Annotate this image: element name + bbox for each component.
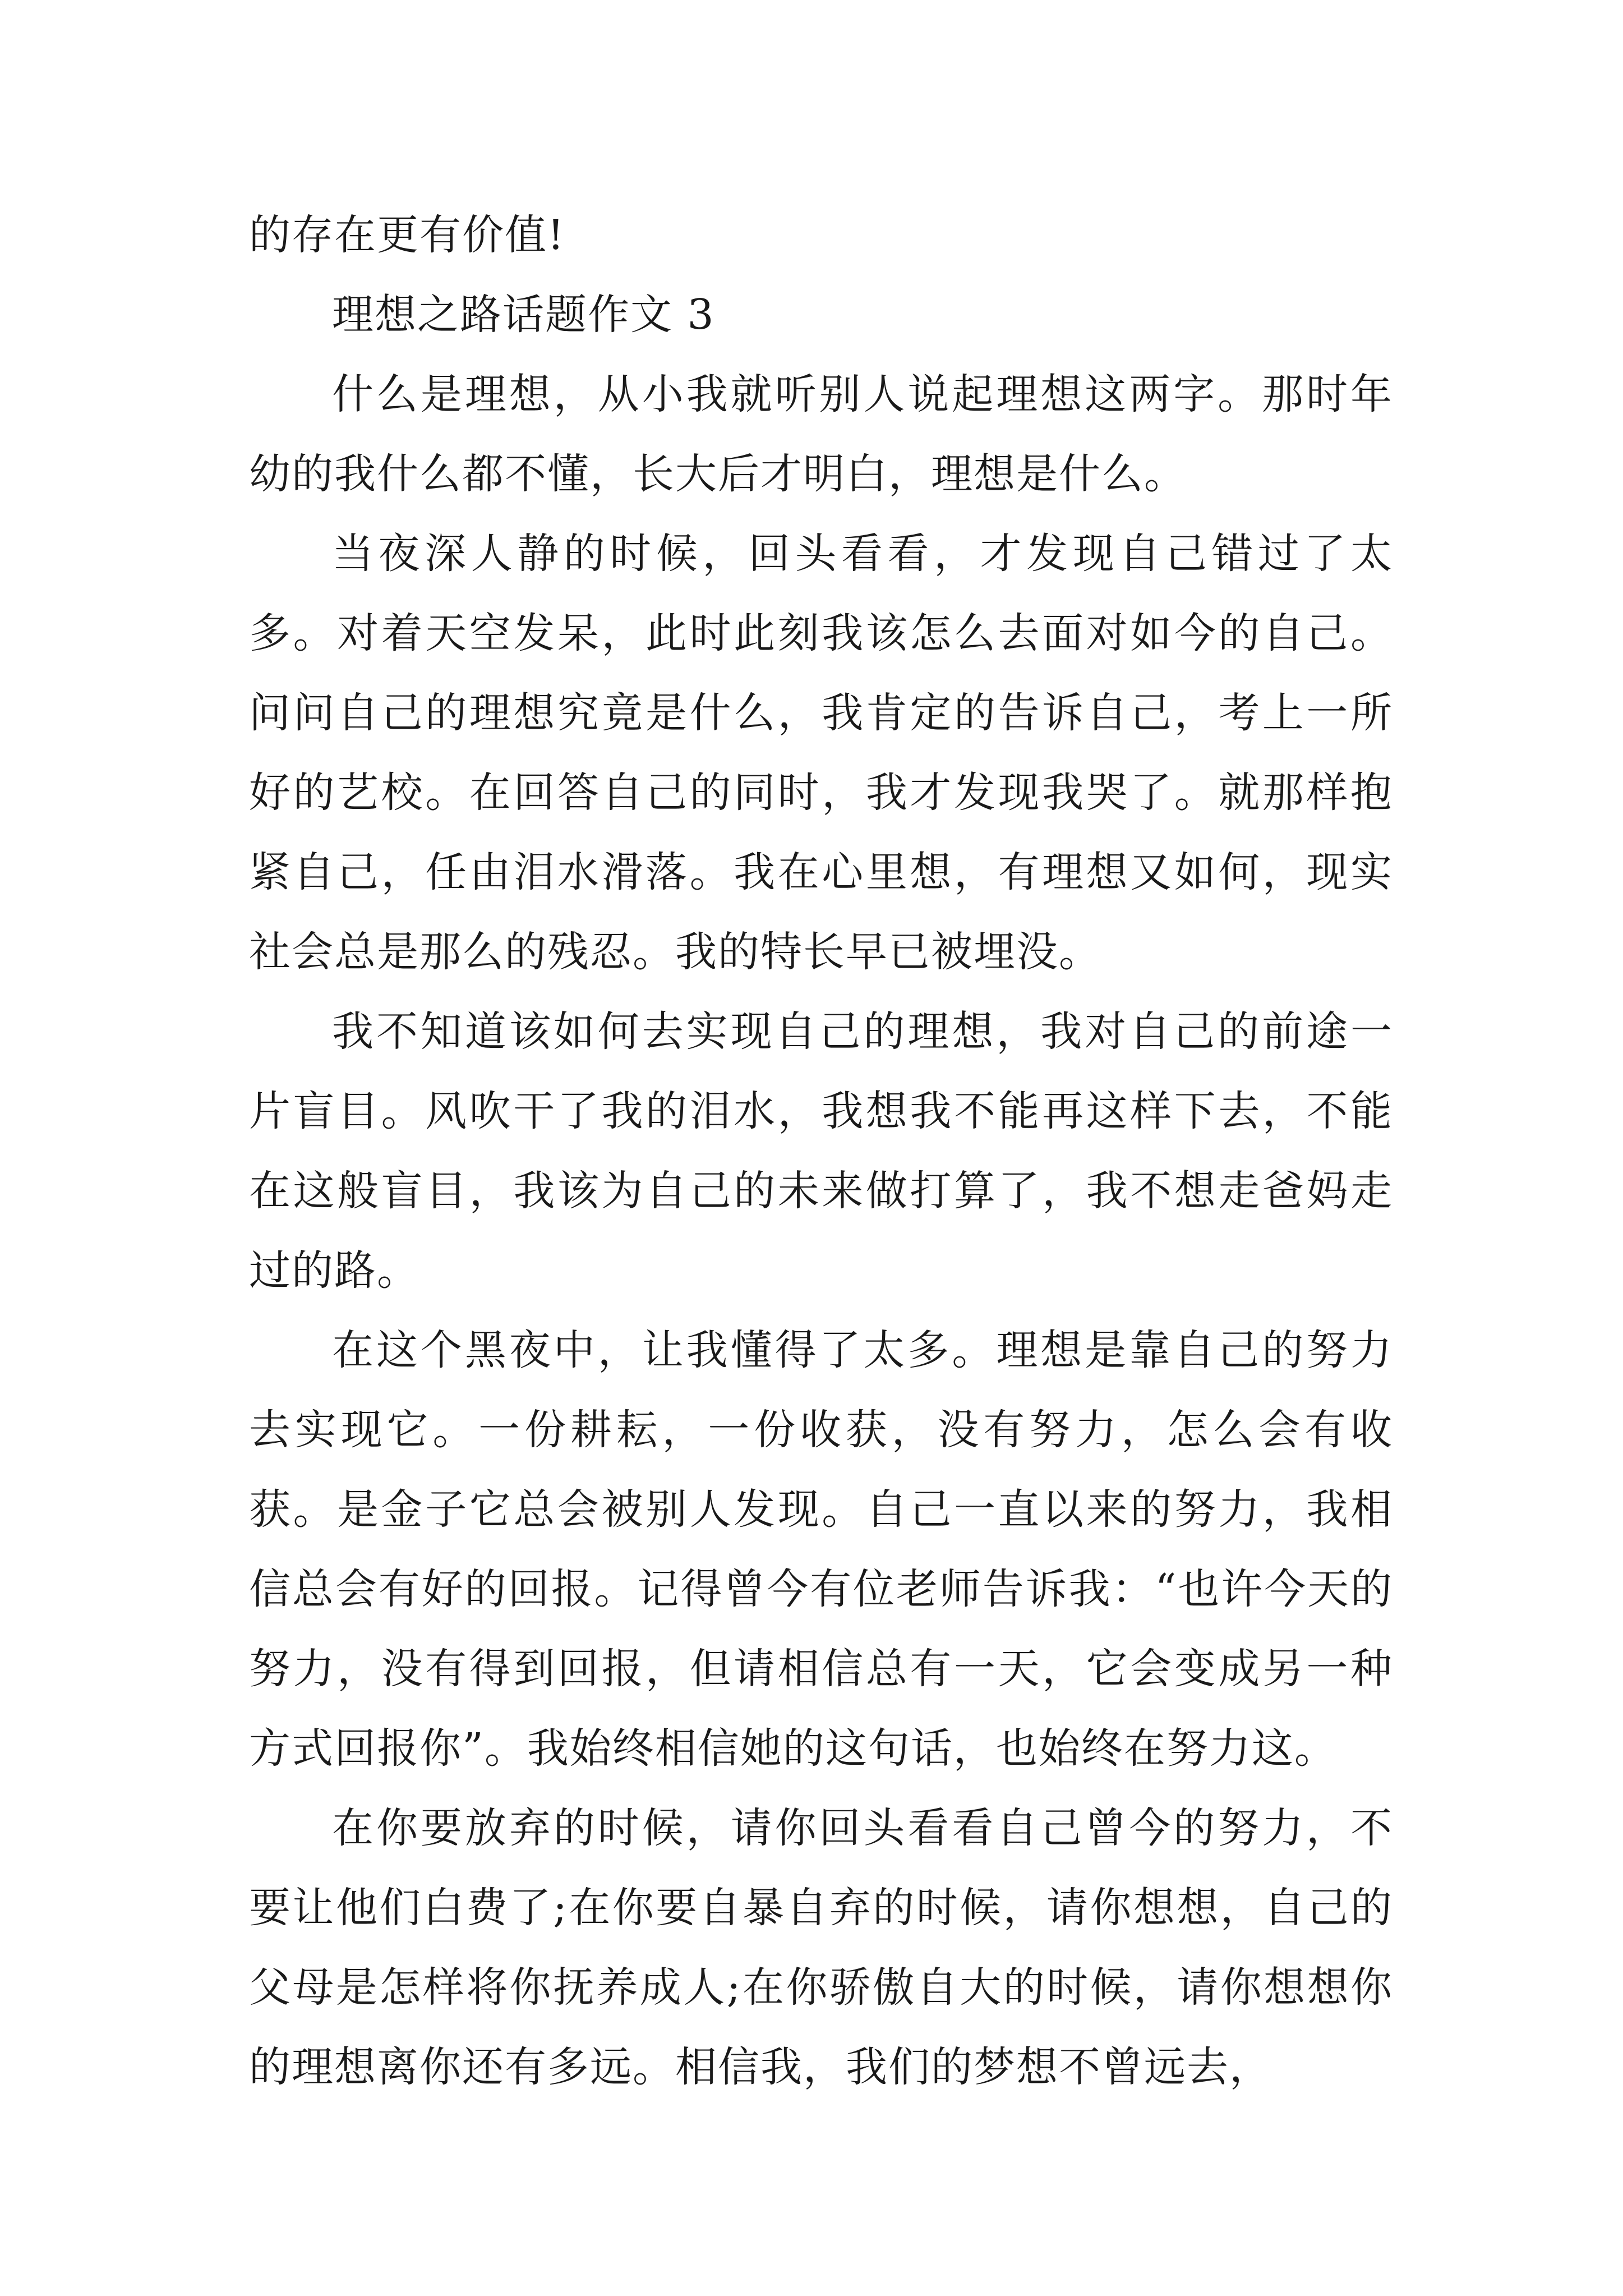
paragraph: 什么是理想，从小我就听别人说起理想这两字。那时年幼的我什么都不懂，长大后才明白，理想是什么。 <box>249 370 1393 498</box>
paragraph: 在你要放弃的时候，请你回头看看自己曾今的努力，不要让他们白费了;在你要自暴自弃的时候，请你想想，自己的父母是怎样将你抚养成人;在你骄傲自大的时候，请你想想你的理想离你还有多远。相信我，我们的梦想不曾远去， <box>249 1804 1393 2091</box>
paragraph-continuation: 的存在更有价值! <box>249 211 565 259</box>
paragraph: 在这个黑夜中，让我懂得了太多。理想是靠自己的努力去实现它。一份耕耘，一份收获，没有努力，怎么会有收获。是金子它总会被别人发现。自己一直以来的努力，我相信总会有好的回报。记得曾今有位老师告诉我：“也许今天的努力，没有得到回报，但请相信总有一天，它会变成另一种方式回报你”。我始终相信她的这句话，也始终在努力这。 <box>249 1326 1393 1773</box>
section-heading: 理想之路话题作文 3 <box>332 291 715 339</box>
paragraph: 我不知道该如何去实现自己的理想，我对自己的前途一片盲目。风吹干了我的泪水，我想我不能再这样下去，不能在这般盲目，我该为自己的未来做打算了，我不想走爸妈走过的路。 <box>249 1007 1393 1295</box>
document-body <box>249 195 1393 2107</box>
paragraph: 当夜深人静的时候，回头看看，才发现自己错过了太多。对着天空发呆，此时此刻我该怎么去面对如今的自己。问问自己的理想究竟是什么，我肯定的告诉自己，考上一所好的艺校。在回答自己的同时，我才发现我哭了。就那样抱紧自己，任由泪水滑落。我在心里想，有理想又如何，现实社会总是那么的残忍。我的特长早已被埋没。 <box>249 530 1393 976</box>
